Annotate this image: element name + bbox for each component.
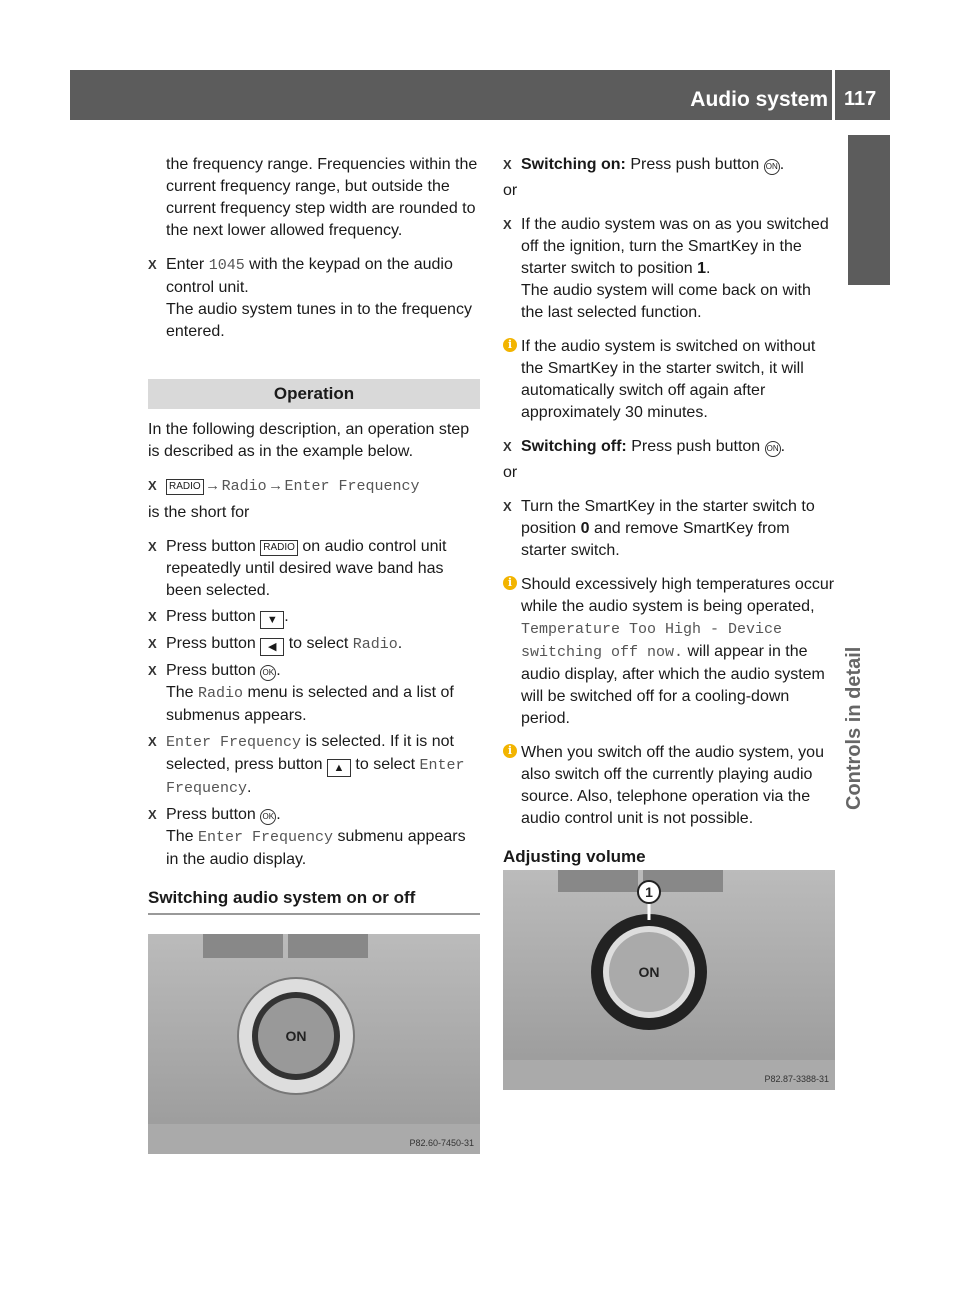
photo-code: P82.87-3388-31 [764, 1074, 829, 1084]
left-button-icon: ◀ [260, 638, 284, 656]
step-bold: Switching off: [521, 438, 627, 455]
photo-illustration [148, 934, 480, 1154]
step-text: to select [284, 635, 353, 652]
step-text: Press button [166, 538, 261, 555]
step-bold: 0 [580, 520, 590, 537]
step-text: . [397, 635, 403, 652]
step-5: X Enter Frequency is selected. If it is not selected, press button ▲ to select Enter Frequency. [148, 733, 465, 797]
step-bold: 1 [697, 260, 706, 277]
step-text: The [166, 828, 199, 845]
step-text: Turn the SmartKey in the starter switch to position [521, 498, 815, 537]
step-3: X Press button ◀ to select Radio. [148, 633, 480, 656]
info-text: If the audio system is switched on without the SmartKey in the starter switch, it will automatically switch off again after approximately 30 minutes. [521, 338, 816, 421]
info-text: When you switch off the audio system, you also switch off the currently playing audio source. Also, telephone operation via the audio control unit is not possible. [521, 744, 824, 827]
page-number: 117 [844, 88, 877, 110]
ok-button-icon: OK [260, 665, 276, 681]
step-6: X Press button OK . The Enter Frequency submenu appears in the audio display. [148, 806, 466, 868]
down-button-icon: ▼ [260, 611, 284, 629]
step-text: . [276, 662, 281, 679]
step-switch-on: X Switching on: Press push button ON . [503, 156, 785, 173]
step-text: menu is selected and a list of submenus appears. [166, 684, 454, 724]
step-text: . [276, 806, 281, 823]
on-button-icon: ON [765, 441, 781, 457]
side-tab-label: Controls in detail [843, 646, 865, 810]
step-text: . [779, 156, 785, 173]
info-text: will appear in the audio display, after which the audio system will be switched off for a cooling-down period. [521, 643, 825, 727]
code-text: Enter Frequency [198, 829, 334, 846]
step-text: If the audio system was on as you switched off the ignition, turn the SmartKey in the starter switch to position [521, 216, 829, 277]
step-text: Press button [166, 635, 261, 652]
radio-key-icon: RADIO [166, 479, 204, 495]
code-text: Enter Frequency [166, 757, 465, 797]
step-text: . [247, 779, 252, 796]
step-enter: X Enter 1045 with the keypad on the audio control unit. The audio system tunes in to the frequency entered. [148, 256, 472, 340]
step-text: on audio control unit repeatedly until desired wave band has been selected. [166, 538, 447, 599]
or-text: or [503, 182, 518, 199]
callout-label: 1 [645, 884, 653, 900]
subheading-volume: Adjusting volume [503, 846, 835, 874]
subheading-switching: Switching audio system on or off [148, 887, 480, 915]
step-turn-key: X Turn the SmartKey in the starter switch to position 0 and remove SmartKey from starter switch. [503, 498, 815, 559]
step-text: with the keypad on the audio control unit. [166, 256, 453, 296]
page-title: Audio system [690, 88, 828, 111]
radio-key-icon: RADIO [260, 540, 298, 556]
right-column [503, 154, 835, 884]
step-text: Press push button [625, 156, 764, 173]
photo-volume-knob [503, 870, 835, 1090]
code-text: Enter Frequency [284, 478, 420, 495]
example-step: X RADIO → Radio → Enter Frequency [148, 478, 420, 495]
info-note-2 [503, 574, 835, 730]
up-button-icon: ▲ [327, 759, 351, 777]
code-text: Radio [352, 636, 398, 653]
section-heading-operation: Operation [148, 379, 480, 409]
step-4: X Press button OK . The Radio menu is selected and a list of submenus appears. [148, 662, 454, 724]
or-text: or [503, 464, 518, 481]
step-result: The audio system tunes in to the frequency entered. [166, 301, 472, 340]
code-text: Enter Frequency [166, 734, 302, 751]
arrow-icon: → [208, 478, 218, 495]
header-separator [832, 70, 835, 120]
arrow-icon: → [271, 478, 281, 495]
step-text: is selected. If it is not selected, press button [166, 733, 454, 773]
step-text: Press button [166, 608, 261, 625]
step-2: X Press button ▼ . [148, 606, 480, 629]
intro-text: the frequency range. Frequencies within the current frequency range, but outside the current frequency step width are rounded to the next lower allowed frequency. [166, 156, 478, 239]
photo-illustration [503, 870, 835, 1090]
info-icon: i [503, 338, 517, 352]
step-text: Press button [166, 806, 261, 823]
code-text: Radio [198, 685, 244, 702]
step-text: The [166, 684, 199, 701]
photo-code: P82.60-7450-31 [409, 1138, 474, 1148]
step-text: . [284, 608, 289, 625]
photo-on-label: ON [285, 1028, 307, 1044]
photo-on-button [148, 934, 480, 1154]
step-1: X Press button RADIO on audio control unit repeatedly until desired wave band has been selected. [148, 538, 447, 599]
step-ignition: X If the audio system was on as you switched off the ignition, turn the SmartKey in the starter switch to position 1. The audio system will come back on with the last selected function. [503, 216, 829, 321]
photo-on-label: ON [638, 964, 660, 980]
side-tab [848, 135, 890, 285]
short-text: is the short for [148, 504, 250, 521]
step-switch-off: X Switching off: Press push button ON . [503, 438, 786, 455]
step-text: submenu appears in the audio display. [166, 828, 466, 868]
code-text: Radio [221, 478, 267, 495]
code-text: Temperature Too High - Device switching off now. [521, 621, 783, 661]
info-text: Should excessively high temperatures occur while the audio system is being operated, [521, 576, 835, 615]
info-note-3 [503, 742, 835, 830]
ok-button-icon: OK [260, 809, 276, 825]
left-column [148, 154, 480, 925]
description: In the following description, an operation step is described as in the example below. [148, 421, 470, 460]
step-text: Press push button [626, 438, 765, 455]
step-result: The audio system will come back on with the last selected function. [521, 282, 811, 321]
step-text: Enter [166, 256, 209, 273]
info-icon: i [503, 744, 517, 758]
info-icon: i [503, 576, 517, 590]
step-bold: Switching on: [521, 156, 626, 173]
step-text: and remove SmartKey from starter switch. [521, 520, 790, 559]
code-text: 1045 [208, 257, 245, 274]
info-note-1 [503, 336, 835, 424]
step-text: . [780, 438, 786, 455]
step-text: . [705, 260, 711, 277]
step-text: to select [350, 756, 420, 773]
step-text: Press button [166, 662, 261, 679]
on-button-icon: ON [764, 159, 780, 175]
